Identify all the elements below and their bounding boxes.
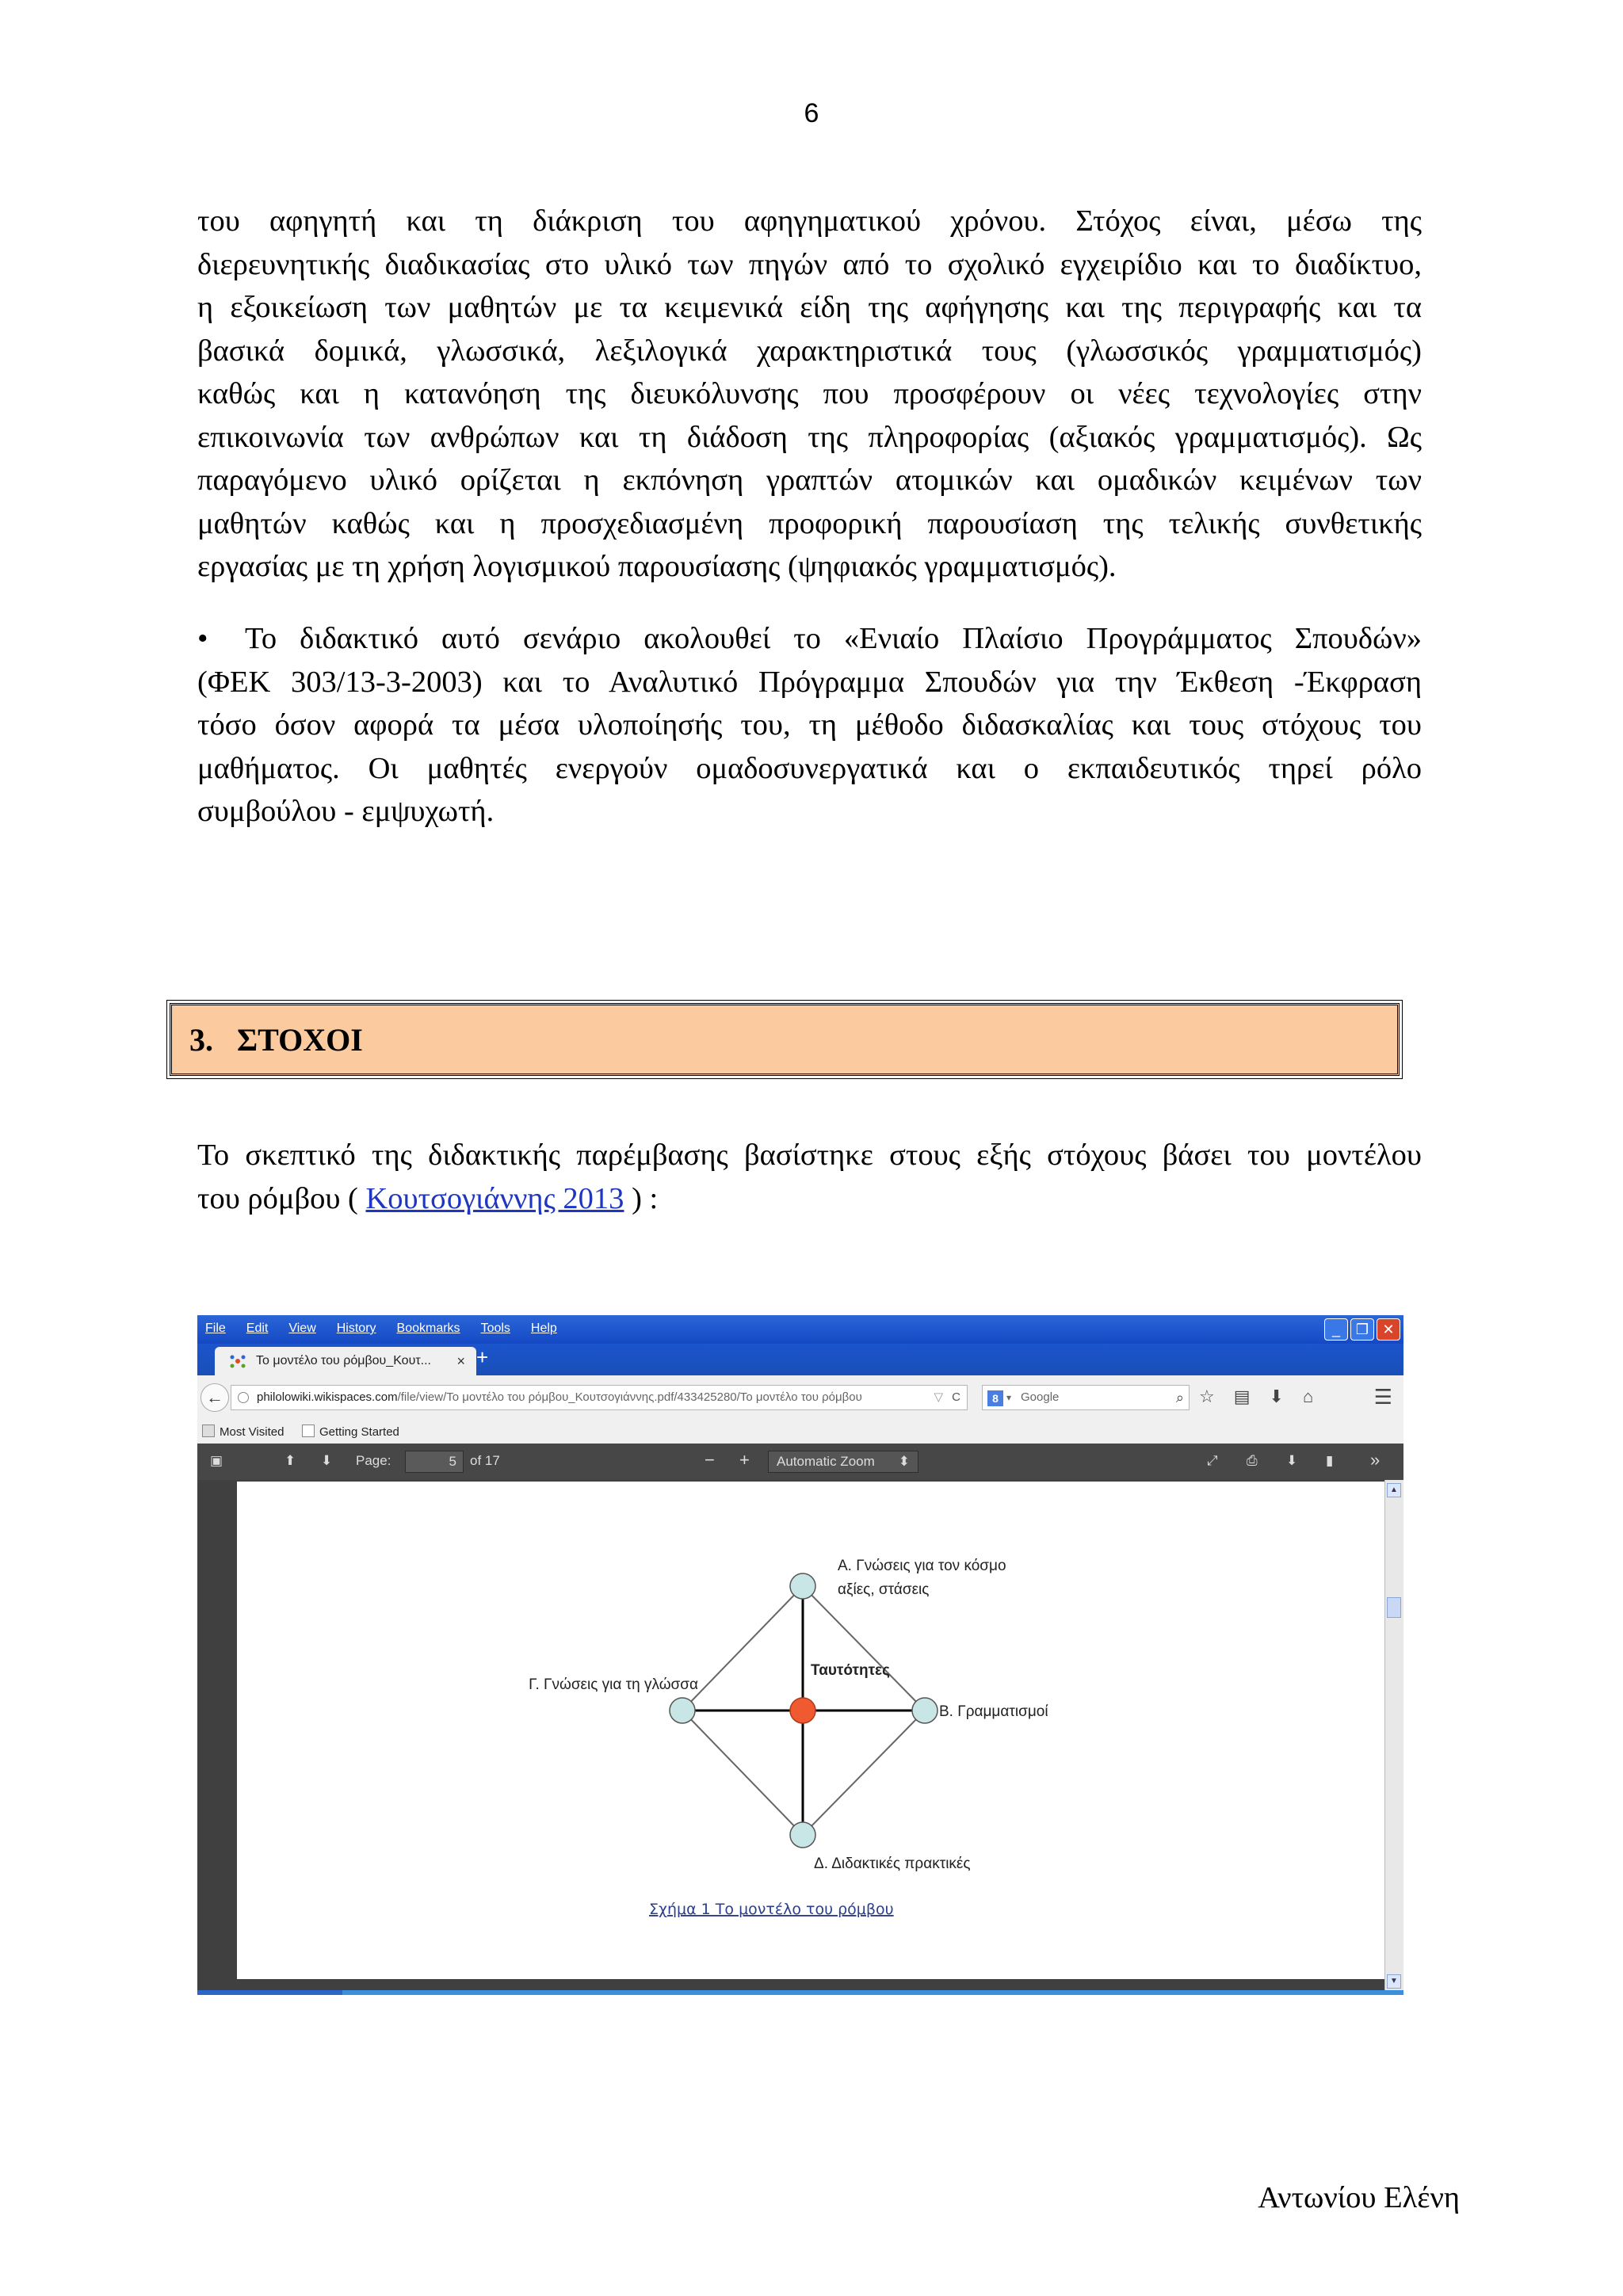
bookmark-label: Getting Started: [319, 1425, 399, 1439]
text-line: εργασίας με τη χρήση λογισμικού παρουσίασης (ψηφιακός γραμματισμός).: [197, 550, 1117, 583]
bookmark-getting-started[interactable]: [302, 1425, 399, 1439]
rhombus-diagram: [237, 1482, 1384, 1979]
scrollbar-thumb[interactable]: [1387, 1597, 1401, 1618]
zoom-value: Automatic Zoom: [777, 1454, 875, 1469]
url-bar[interactable]: [231, 1385, 968, 1410]
label-bottom: Δ. Διδακτικές πρακτικές: [814, 1855, 971, 1872]
zoom-arrows-icon: ⬍: [898, 1454, 910, 1469]
figure-caption-link[interactable]: Σχήμα 1 Το μοντέλο του ρόμβου: [649, 1901, 894, 1918]
menu-bookmarks[interactable]: Bookmarks: [396, 1322, 460, 1335]
label-center: Ταυτότητες: [811, 1662, 890, 1679]
section-heading-box: [170, 1003, 1400, 1076]
url-dropdown-icon[interactable]: ▽: [934, 1390, 943, 1404]
bookmark-view-icon[interactable]: ▮: [1326, 1453, 1334, 1468]
node-top: [790, 1573, 815, 1599]
search-placeholder: Google: [1021, 1390, 1060, 1404]
search-icon[interactable]: ⌕: [1175, 1390, 1184, 1405]
reload-icon[interactable]: C: [952, 1390, 960, 1404]
vertical-scrollbar[interactable]: [1384, 1480, 1403, 1995]
diagram-edge: [803, 1586, 925, 1711]
search-engine-icon[interactable]: 8: [987, 1390, 1003, 1406]
diagram-edge: [682, 1586, 803, 1711]
text-line: μαθήματος. Οι μαθητές ενεργούν ομαδοσυνεργατικά και ο εκπαιδευτικός τηρεί ρόλο: [197, 751, 1422, 785]
paragraph-intro: [197, 200, 1422, 589]
menu-tools[interactable]: Tools: [480, 1322, 510, 1335]
bullet-icon: •: [197, 622, 208, 655]
sidebar-toggle-icon[interactable]: ▣: [210, 1453, 223, 1468]
paragraph-bullet: [197, 617, 1422, 833]
text-line: [197, 1177, 1422, 1221]
text-line: η εξοικείωση των μαθητών με τα κειμενικά είδη της αφήγησης και της περιγραφής και τα: [197, 291, 1422, 324]
url-host: philolowiki.wikispaces.com: [257, 1390, 398, 1404]
page-number: 6: [804, 98, 819, 128]
browser-screenshot: [197, 1315, 1403, 1995]
menu-history[interactable]: History: [336, 1322, 376, 1335]
text-line: (ΦΕΚ 303/13-3-2003) και το Αναλυτικό Πρόγραμμα Σπουδών για την Έκθεση -Έκφραση: [197, 665, 1422, 699]
text-line: διερευνητικής διαδικασίας στο υλικό των πηγών από το σχολικό εγχειρίδιο και το διαδίκτυο,: [197, 247, 1422, 281]
bookmark-star-icon[interactable]: ☆: [1199, 1386, 1215, 1406]
url-path: /file/view/Το μοντέλο του ρόμβου_Κουτσογιάννης.pdf/433425280/Το μοντέλο του ρόμβου: [397, 1390, 862, 1404]
node-center: [790, 1698, 815, 1723]
tab-title: Το μοντέλο του ρόμβου_Κουτ...: [256, 1354, 431, 1367]
text-line: του αφηγητή και τη διάκριση του αφηγηματικού χρόνου. Στόχος είναι, μέσω της: [197, 204, 1422, 238]
search-input[interactable]: [982, 1385, 1190, 1410]
scroll-up-icon[interactable]: ▲: [1387, 1483, 1401, 1497]
bullet-first-line: Το διδακτικό αυτό σενάριο ακολουθεί το «Ενιαίο Πλαίσιο Προγράμματος Σπουδών»: [245, 622, 1422, 655]
browser-titlebar: [197, 1315, 1403, 1344]
maximize-button[interactable]: ❐: [1350, 1318, 1374, 1341]
page-label: Page:: [356, 1453, 391, 1468]
text-line: τόσο όσον αφορά τα μέσα υλοποίησής του, τη μέθοδο διδασκαλίας και τους στόχους του: [197, 708, 1422, 742]
page-total: of 17: [470, 1453, 500, 1468]
tab-close-icon[interactable]: ×: [456, 1353, 465, 1369]
text-line: καθώς και η κατανόηση της διευκόλυνσης που προσφέρουν οι νέες τεχνολογίες στην: [197, 377, 1422, 410]
presentation-mode-icon[interactable]: ⤢: [1207, 1453, 1218, 1468]
folder-icon: [202, 1425, 215, 1437]
label-right: Β. Γραμματισμοί: [939, 1703, 1048, 1720]
hamburger-menu-icon[interactable]: ☰: [1373, 1385, 1392, 1409]
chevron-down-icon[interactable]: ▾: [1006, 1392, 1012, 1403]
tab-bar: [197, 1344, 1403, 1375]
diagram-edge: [682, 1711, 803, 1835]
menu-help[interactable]: Help: [530, 1322, 557, 1335]
next-page-icon[interactable]: ⬇: [321, 1453, 333, 1468]
tab-active[interactable]: [215, 1347, 476, 1375]
print-icon[interactable]: ⎙: [1247, 1453, 1258, 1468]
page-number-input[interactable]: 5: [405, 1451, 464, 1473]
label-top-line1: Α. Γνώσεις για τον κόσμο: [838, 1558, 1006, 1574]
bookmarks-bar: [197, 1420, 1403, 1444]
section-heading: 3. ΣΤΟΧΟΙ: [189, 1022, 363, 1058]
globe-icon: [238, 1392, 249, 1403]
node-bottom: [790, 1822, 815, 1848]
zoom-select[interactable]: [768, 1451, 918, 1473]
text-line: Το σκεπτικό της διδακτικής παρέμβασης βασίστηκε στους εξής στόχους βάσει του μοντέλου: [197, 1138, 1422, 1172]
text-fragment: του ρόμβου (: [197, 1181, 366, 1215]
page-load-progress: [197, 1990, 1403, 1995]
page-icon: [302, 1425, 315, 1437]
text-line: συμβούλου - εμψυχωτή.: [197, 795, 495, 828]
more-tools-icon[interactable]: »: [1370, 1450, 1381, 1470]
paragraph-goals: [197, 1134, 1422, 1220]
zoom-out-button[interactable]: −: [705, 1450, 715, 1470]
close-window-button[interactable]: ✕: [1377, 1318, 1400, 1341]
download-icon[interactable]: ⬇: [1286, 1453, 1298, 1468]
citation-link[interactable]: Κουτσογιάννης 2013: [365, 1181, 624, 1215]
node-right: [912, 1698, 938, 1723]
toolbar-icons: [1199, 1386, 1313, 1407]
reading-list-icon[interactable]: ▤: [1233, 1386, 1251, 1406]
back-button[interactable]: ←: [200, 1383, 229, 1412]
menu-view[interactable]: View: [288, 1322, 316, 1335]
pdf-page: [237, 1482, 1384, 1979]
progress-fill: [197, 1990, 342, 1995]
bookmark-label: Most Visited: [220, 1425, 285, 1439]
scroll-down-icon[interactable]: ▼: [1387, 1974, 1401, 1989]
text-line: επικοινωνία των ανθρώπων και τη διάδοση της πληροφορίας (αξιακός γραμματισμός). Ως: [197, 420, 1422, 454]
menu-edit[interactable]: Edit: [246, 1322, 269, 1335]
bookmark-most-visited[interactable]: [202, 1425, 284, 1439]
diagram-edge: [803, 1711, 925, 1835]
minimize-button[interactable]: _: [1324, 1318, 1348, 1341]
menu-file[interactable]: File: [205, 1322, 226, 1335]
downloads-icon[interactable]: ⬇: [1269, 1386, 1284, 1406]
wiki-favicon-icon: [229, 1354, 246, 1368]
text-line: [197, 617, 1422, 661]
home-icon[interactable]: ⌂: [1302, 1386, 1314, 1406]
text-line: μαθητών καθώς και η προσχεδιασμένη προφορική παρουσίαση της τελικής συνθετικής: [197, 506, 1422, 540]
text-line: βασικά δομικά, γλωσσικά, λεξιλογικά χαρακτηριστικά τους (γλωσσικός γραμματισμός): [197, 334, 1422, 368]
menu-bar: [205, 1322, 557, 1336]
previous-page-icon[interactable]: ⬆: [285, 1453, 296, 1468]
pdf-toolbar: [197, 1444, 1403, 1480]
navigation-bar: [197, 1375, 1403, 1421]
node-left: [670, 1698, 695, 1723]
text-line: παραγόμενο υλικό ορίζεται η εκπόνηση γραπτών ατομικών και ομαδικών κειμένων των: [197, 463, 1422, 497]
window-controls: [1324, 1318, 1400, 1341]
author-name: Αντωνίου Ελένη: [1258, 2181, 1460, 2214]
label-top-line2: αξίες, στάσεις: [838, 1581, 930, 1598]
label-left: Γ. Γνώσεις για τη γλώσσα: [529, 1676, 698, 1693]
text-fragment: ) :: [624, 1181, 659, 1215]
new-tab-button[interactable]: +: [476, 1345, 489, 1369]
zoom-in-button[interactable]: +: [739, 1450, 750, 1470]
